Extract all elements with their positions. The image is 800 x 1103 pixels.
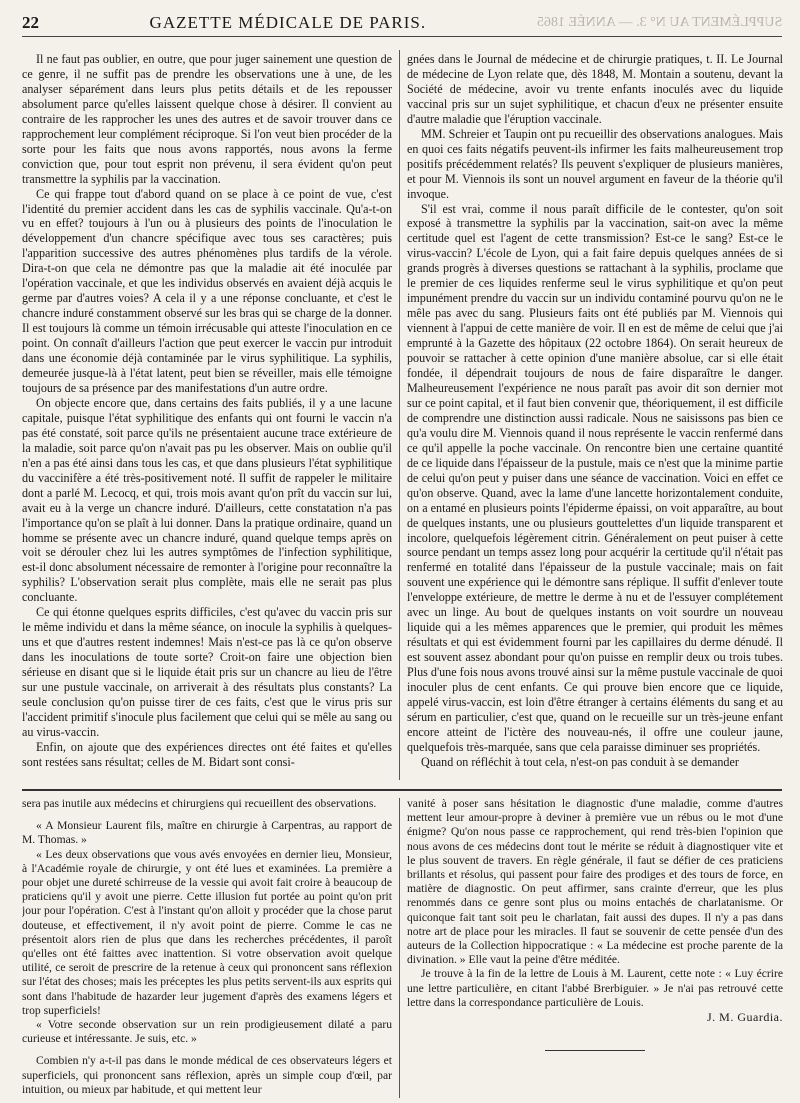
paragraph: Ce qui étonne quelques esprits difficiles, c'est qu'avec du vaccin pris sur le même individu et dans la même séance, on inocule la syphilis à quelques-uns et que d'autres restent indemnes! Mais n'est-ce pas là ce qu'on observe dans les inoculations de toute sorte? Croit-on faire une objection bien sérieuse en disant que si le liquide était pris sur un chancre au lieu de l'être sur une pustule vaccinale, on arriverait à des résultats plus constants? La seule conclusion qu'on puisse tirer de ces faits, c'est que le virus pris sur l'accident primitif s'inocule plus facilement que celui qui se mêle au sang ou au virus-vaccin. — [22, 605, 392, 739]
paragraph: MM. Schreier et Taupin ont pu recueillir des observations analogues. Mais en quoi ces faits négatifs peuvent-ils infirmer les faits malheureusement trop positifs précédemment relatés? Ils peuvent s'expliquer de plusieurs manières, et pour M. Viennois ils sont un nouvel argument en faveur de la théorie qu'il invoque. — [407, 126, 783, 201]
author-signature: J. M. Guardia. — [707, 1010, 783, 1025]
letter-quote: « Les deux observations que vous avés envoyées en dernier lieu, Monsieur, à l'Académie royale de chirurgie, y ont été lues et examinées. La première a pour objet une dureté schirreuse de la vessie qui avoit fait croire à beaucoup de praticiens qu'il y avoit une pierre. Cette illusion fut portée au point qu'on prit jour pour l'opération. C'est à l'instant qu'on alloit y procéder que la chose parut douteuse, et effectivement, il n'y avoit point de pierre. Comme le cas ne présentoit alors rien de plus que dans les recherches précédentes, il paroît qu'elles ont été faittes avec inattention. Si votre observation avoit quelque utilité, ce seroit de prescrire de la retenue à ceux qui prononcent sans réflexion sur l'état des choses; mais les préceptes les plus petits servent-ils aux esprits qui sont dans l'habitude de hazarder leur jugement d'après des examens légers et trop superficiels! — [22, 847, 392, 1017]
paragraph: Enfin, on ajoute que des expériences directes ont été faites et qu'elles sont restées sans résultat; celles de M. Bidart sont consi- — [22, 739, 392, 769]
letter-quote: « Votre seconde observation sur un rein prodigieusement dilaté a paru curieuse et intéressante. Je suis, etc. » — [22, 1018, 392, 1046]
section-separator — [22, 789, 782, 791]
paragraph: Il ne faut pas oublier, en outre, que pour juger sainement une question de ce genre, il ne suffit pas de prendre les observations une à une, de les analyser séparément dans leurs plus petits détails et de les repousser absolument parce qu'elles laissent quelque chose à désirer. Il convient au contraire de les rapprocher les unes des autres et de savoir trouver dans ce rapprochement leur complément réciproque. Si l'on veut bien procéder de la sorte pour les faits que nous avons rapportés, nous avons la ferme conviction que, pour tout esprit non prévenu, il sera évident qu'on peut transmettre la syphilis par la vaccination. — [22, 52, 392, 186]
end-rule — [545, 1050, 645, 1051]
page-number: 22 — [22, 13, 39, 32]
article-column-right — [407, 52, 783, 782]
column-divider-top — [399, 50, 400, 780]
letter-address: « A Monsieur Laurent fils, maître en chirurgie à Carpentras, au rapport de M. Thomas. » — [22, 819, 392, 847]
article-column-left — [22, 52, 392, 782]
paragraph: gnées dans le Journal de médecine et de chirurgie pratiques, t. II. Le Journal de médecine de Lyon relate que, dès 1848, M. Montain a soutenu, devant la Société de médecine, avoir vu trente enfants inoculés avec du liquide vaccinal pris sur un sujet syphilitique, et chacun d'eux ne présenter ensuite d'autre maladie que l'éruption vaccinale. — [407, 52, 783, 126]
page-header — [22, 10, 782, 37]
paragraph: Je trouve à la fin de la lettre de Louis à M. Laurent, cette note : « Luy écrire une lettre particulière, en citant l'abbé Brerbiguier. » Je n'ai pas retrouvé cette lettre dans la correspondance particulière de Louis. — [407, 967, 783, 1009]
paragraph: Ce qui frappe tout d'abord quand on se place à ce point de vue, c'est l'identité du premier accident dans les cas de syphilis vaccinale. Qu'a-t-on vu en effet? toujours à l'un ou à plusieurs des points de l'inoculation le développement d'un chancre spécifique avec tous ses caractères; puis l'apparition successive des autres phénomènes plus tardifs de la vérole. Dira-t-on que cela ne démontre pas que la maladie ait été inoculée par l'opération vaccinale, et que les individus observés en avaient déjà acquis le germe par d'autres voies? A cela il y a une réponse concluante, et c'est le chancre induré constamment observé sur les bras qui se charge de la donner. Il est toujours là comme un témoin irrécusable qui atteste l'inoculation en ce point. On connaît d'ailleurs l'action que peut exercer le vaccin pur introduit dans une économie déjà contaminée par le virus syphilitique. La syphilis, demeurée jusque-là à l'état latent, peut bien se réveiller, mais elle témoigne toujours de sa présence par des manifestations d'un autre ordre. — [22, 186, 392, 395]
column-divider-bottom — [399, 798, 400, 1098]
feuilleton-column-right — [407, 797, 783, 1099]
bleed-through-text: SUPPLÉMENT AU N° 3. — ANNÉE 1865 — [536, 15, 782, 30]
paragraph: vanité à poser sans hésitation le diagnostic d'une maladie, comme d'autres mettent leur amour-propre à deviner à première vue un rébus ou le mot d'une énigme? Qu'on nous passe ce rapprochement, qui rend très-bien l'opinion que nous avons de ces médecins dont tout le mérite se réduit à diagnostiquer vite et le plus souvent de travers. En règle générale, il faut se défier de ces praticiens brillants et résolus, qui passent pour faire des prodiges et des tours de force, en matière de diagnostic. On peut affirmer, sans crainte d'erreur, que les plus renommés dans ce genre sont plus ou moins entachés de charlatanisme. Or quiconque fait tant soit peu le charlatan, fait aussi des dupes. Il n'y a pas dans notre art de place pour les miracles. Il faut se souvenir de cette pensée d'un des auteurs de la Collection hippocratique : « La médecine est proche parente de la divination. » Elle vaut la peine d'être méditée. — [407, 797, 783, 967]
paragraph: S'il est vrai, comme il nous paraît difficile de le contester, qu'on soit exposé à transmettre la syphilis par la vaccination, sait-on avec la même certitude quel est l'agent de cette transmission? Est-ce le sang? Est-ce le virus-vaccin? L'école de Lyon, qui a fait faire depuis quelques années de si grands progrès à diverses questions se rattachant à la syphilis, proclame que le premier de ces liquides renferme seul le virus syphilitique et qu'on peut impunément prendre du vaccin sur un individu contaminé pourvu qu'on ne le mêle pas avec du sang. Plusieurs faits ont été publiés par M. Viennois qui viennent à l'appui de cette manière de voir. Il en est de même de celui que j'ai emprunté à la Gazette des hôpitaux (22 octobre 1864). On serait heureux de pouvoir se rattacher à cette opinion d'une manière absolue, car si elle était fondée, il dépendrait toujours de nous de faire disparaître le danger. Malheureusement l'expérience ne nous paraît pas avoir dit son dernier mot sur ce point capital, et il faut bien convenir que, théoriquement, il est difficile de comprendre une distinction aussi radicale. Nous ne saisissons pas bien ce qu'a voulu dire M. Viennois quand il nous représente le vaccin renfermé dans ce qu'il appelle la poche vaccinale. On rencontre bien une certaine quantité de ce liquide dans l'épaisseur de la pustule, mais ce n'est que la minime partie de celui qu'on peut y puiser dans une séance de vaccination. Voici en effet ce qu'on observe. Quand, avec la lame d'une lancette horizontalement conduite, on a entamé en plusieurs points l'épiderme épaissi, on voit apparaître, au bout de quelques instants, une ou plusieurs gouttelettes d'un liquide transparent et incolore, quelquefois légèrement citrin. Généralement on peut puiser à cette source pendant un temps assez long pour acquérir la certitude qu'il n'était pas renfermé en totalité dans l'épaisseur de la pustule vaccinale; mais on fait souvent une expérience qui le démontre sans réplique. Il suffit d'enlever toute l'enveloppe extérieure, de mettre le derme à nu et de l'essuyer complétement avec un linge. Au bout de quelques instants on voit sourdre un nouveau liquide qui a les mêmes apparences que le premier, qui produit les mêmes résultats et qui est évidemment fourni par les capillaires du derme dénudé. Il est souvent assez abondant pour qu'on puisse en remplir deux ou trois tubes. Plus d'une fois nous avons trouvé ainsi sur la même pustule vaccinale de quoi inoculer plus de cent enfants. Ce qui prouve bien encore que ce liquide, appelé virus-vaccin, est loin d'être étranger à certains éléments du sang et au sérum en particulier, c'est que, quand on le recueille sur un très-jeune enfant encore atteint de l'ictère des nouveau-nés, il offre une couleur jaune, quelquefois très-marquée, sans que cela paraisse diminuer ses propriétés. — [407, 201, 783, 754]
feuilleton-column-left — [22, 797, 392, 1099]
journal-title: GAZETTE MÉDICALE DE PARIS. — [149, 13, 427, 32]
paragraph: sera pas inutile aux médecins et chirurgiens qui recueillent des observations. — [22, 797, 377, 810]
paragraph: Quand on réfléchit à tout cela, n'est-on pas conduit à se demander — [421, 754, 739, 769]
paragraph: On objecte encore que, dans certains des faits publiés, il y a une lacune capitale, puisque l'état syphilitique des enfants qui ont fourni le vaccin n'a pas été constaté, soit parce qu'ils ne présentaient aucune trace extérieure de la maladie, soit parce qu'on n'avait pas pu les observer. Mais on oublie qu'il n'en a pas été ainsi dans tous les cas, et que dans plusieurs l'état syphilitique du vaccinifère a été très-positivement noté. Il suffit de rappeler le militaire dont a parlé M. Lecocq, et qui, trois mois avant qu'on prît du vaccin sur lui, avait eu à la verge un chancre induré. D'ailleurs, cette constatation n'a pas l'importance qu'on se plaît à lui donner. Dans la pratique ordinaire, quand un homme se présente avec un chancre induré, quand quelque temps après on voit se dérouler chez lui les autres symptômes de l'infection syphilitique, est-il donc absolument nécessaire de remonter à l'origine pour reconnaître la syphilis? L'observation serait plus complète, mais elle ne serait pas plus concluante. — [22, 395, 392, 605]
paragraph: Combien n'y a-t-il pas dans le monde médical de ces observateurs légers et superficiels, qui prononcent sans réflexion, après un simple coup d'œil, par intuition, ou mieux par habitude, et qui mettent leur — [22, 1054, 392, 1096]
